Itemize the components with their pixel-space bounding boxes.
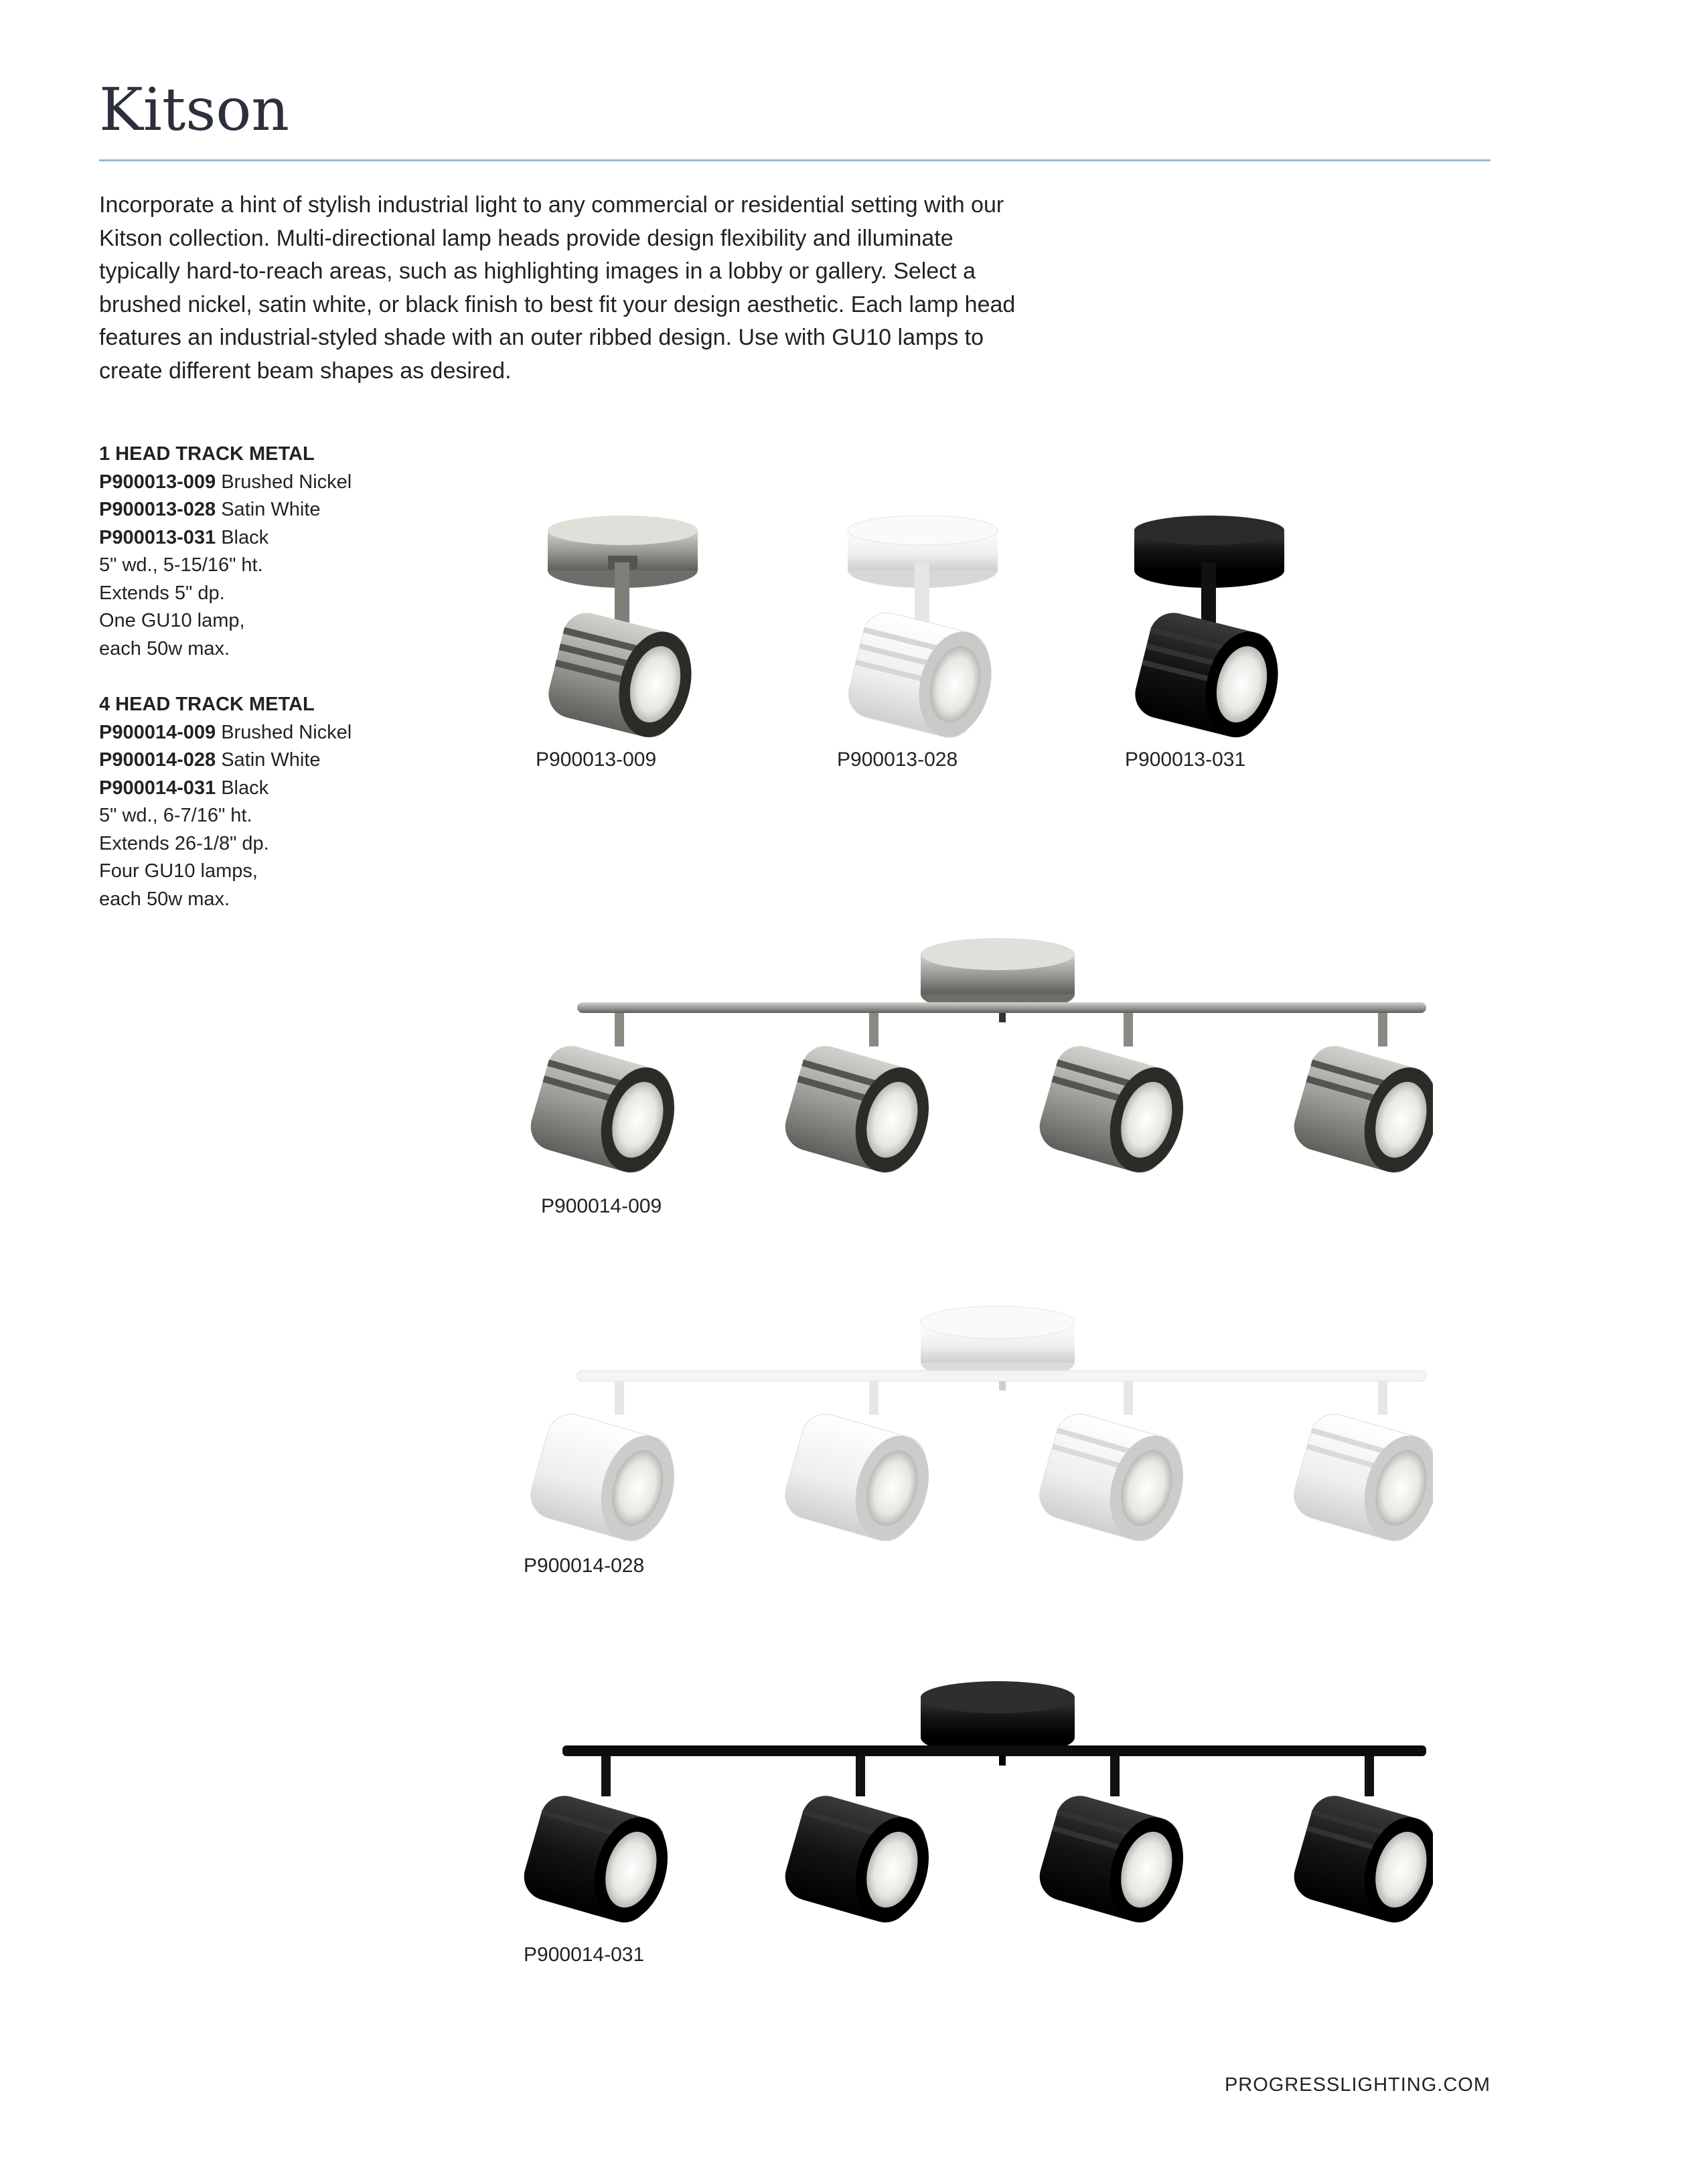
caption-p900014-031: P900014-031	[524, 1944, 645, 1966]
finish-label: Brushed Nickel	[221, 471, 352, 493]
spec-item	[99, 496, 447, 524]
spec-detail: 5" wd., 5-15/16" ht.	[99, 554, 263, 576]
lamp-head	[1034, 1381, 1195, 1549]
lamp-head	[1288, 1013, 1433, 1181]
spec-detail: each 50w max.	[99, 888, 230, 910]
spec-block-4-head	[99, 691, 447, 913]
lamp-head	[779, 1756, 940, 1925]
spec-detail: 5" wd., 6-7/16" ht.	[99, 805, 252, 826]
four-head-fixture-black	[522, 1670, 1433, 1925]
spec-block-1-head	[99, 441, 447, 663]
spec-item	[99, 469, 447, 497]
spec-detail: Extends 26-1/8" dp.	[99, 832, 269, 854]
finish-label: Brushed Nickel	[221, 721, 352, 743]
spec-detail: each 50w max.	[99, 637, 230, 659]
caption-p900014-009: P900014-009	[541, 1195, 662, 1217]
lamp-head	[779, 1013, 940, 1181]
caption-p900014-028: P900014-028	[524, 1555, 645, 1577]
caption-p900013-031: P900013-031	[1125, 749, 1246, 771]
spec-item	[99, 775, 447, 803]
finish-label: Satin White	[221, 749, 321, 771]
sku-label: P900013-028	[99, 499, 216, 520]
lamp-head	[522, 1756, 679, 1925]
sku-label: P900013-031	[99, 526, 216, 548]
single-head-fixture-black	[1116, 516, 1303, 757]
lamp-head	[1288, 1381, 1433, 1549]
sku-label: P900013-009	[99, 471, 216, 493]
sku-label: P900014-028	[99, 749, 216, 771]
lamp-head	[1288, 1756, 1433, 1925]
caption-p900013-009: P900013-009	[536, 749, 657, 771]
lamp-head	[1034, 1013, 1195, 1181]
single-head-fixture-white	[829, 516, 1016, 757]
four-head-fixture-nickel	[522, 927, 1433, 1182]
footer-website: PROGRESSLIGHTING.COM	[1224, 2074, 1490, 2096]
spec-item	[99, 719, 447, 747]
single-head-fixture-nickel	[529, 516, 716, 757]
sku-label: P900014-031	[99, 777, 216, 799]
spec-heading: 1 HEAD TRACK METAL	[99, 443, 315, 465]
spec-detail: One GU10 lamp,	[99, 610, 245, 631]
intro-paragraph: Incorporate a hint of stylish industrial light to any commercial or residential setting with our Kitson collection. Multi-directional lamp heads provide design flexibility and illuminate typically hard-to-reach areas, such as highlighting images in a lobby or gallery. Select a brushed nickel, satin white, or black finish to best fit your design aesthetic. Each lamp head features an industrial-styled shade with an outer ribbed design. Use with GU10 lamps to create different beam shapes as desired.	[99, 192, 1016, 384]
lamp-head	[1034, 1756, 1195, 1925]
spec-detail: Four GU10 lamps,	[99, 860, 258, 882]
spec-heading: 4 HEAD TRACK METAL	[99, 694, 315, 715]
lamp-head	[525, 1013, 686, 1181]
finish-label: Black	[221, 777, 269, 799]
spec-detail: Extends 5" dp.	[99, 582, 225, 604]
spec-item	[99, 747, 447, 775]
sku-label: P900014-009	[99, 721, 216, 743]
finish-label: Satin White	[221, 499, 321, 520]
caption-p900013-028: P900013-028	[837, 749, 958, 771]
spec-item	[99, 524, 447, 552]
page-title: Kitson	[99, 75, 290, 144]
finish-label: Black	[221, 526, 269, 548]
title-rule	[99, 159, 1490, 161]
lamp-head	[779, 1381, 940, 1549]
four-head-fixture-white	[522, 1296, 1433, 1550]
lamp-head	[525, 1381, 686, 1549]
